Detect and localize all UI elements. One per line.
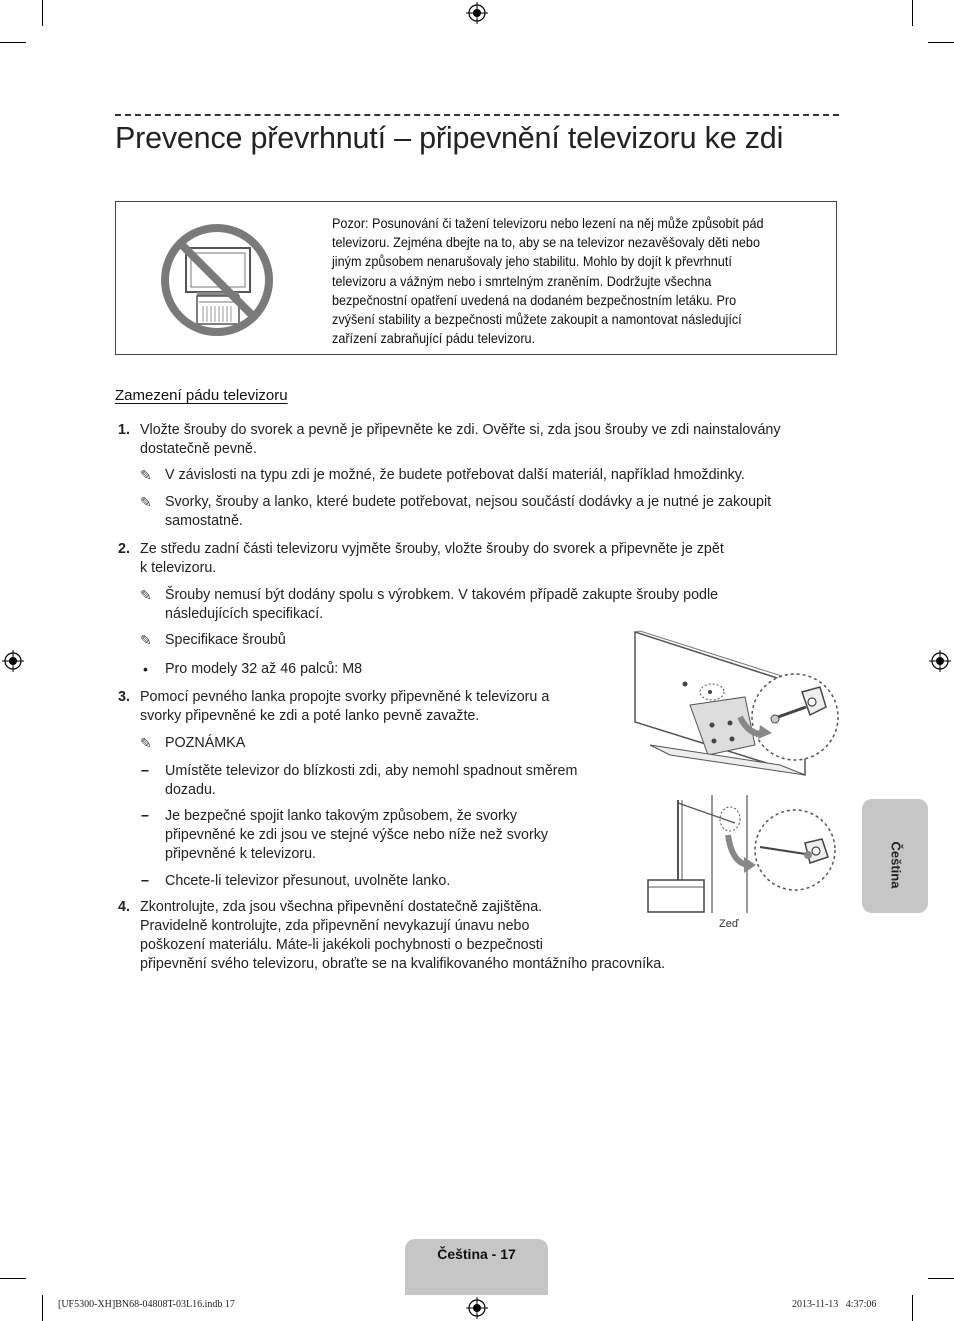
step-line: k televizoru.	[140, 560, 217, 576]
dash-line: dozadu.	[165, 782, 216, 798]
dash-line: Umístěte televizor do blízkosti zdi, aby nemohl spadnout směrem	[165, 763, 578, 779]
warning-line: zvýšení stability a bezpečnosti můžete zakoupit a namontovat následující	[332, 312, 742, 328]
warning-line: zařízení zabraňující pádu televizoru.	[332, 331, 536, 347]
dash-marker: –	[141, 873, 149, 889]
step-text	[140, 540, 724, 578]
warning-text	[332, 214, 788, 348]
pencil-note-icon: ✎	[140, 735, 152, 751]
step-number: 4.	[118, 899, 130, 915]
warning-line: jiným způsobem nenarušovaly jeho stabilitu. Mohlo by dojít k převrhnutí	[332, 254, 732, 270]
step-line: svorky připevněné ke zdi a poté lanko pevně zavažte.	[140, 708, 480, 724]
step-line: Pomocí pevného lanka propojte svorky připevněné k televizoru a	[140, 689, 550, 705]
warning-line: Pozor: Posunování či tažení televizoru nebo lezení na něj může způsobit pád	[332, 216, 764, 231]
dash-marker: –	[141, 763, 149, 779]
step-number: 1.	[118, 422, 130, 438]
note-line: následujících specifikací.	[165, 606, 324, 622]
warning-line: bezpečnostní opatření uvedená na dodaném bezpečnostním letáku. Pro	[332, 292, 737, 308]
crop-mark	[0, 42, 26, 43]
pencil-note-icon: ✎	[140, 494, 152, 510]
step-text	[140, 688, 549, 726]
step-line: připevnění svého televizoru, obraťte se na kvalifikovaného montážního pracovníka.	[140, 956, 666, 972]
note-line: Svorky, šrouby a lanko, které budete potřebovat, nejsou součástí dodávky a je nutné je zakoupit	[165, 494, 772, 510]
dash-line: Je bezpečné spojit lanko takovým způsobem, že svorky	[165, 808, 518, 824]
registration-mark-icon	[929, 650, 951, 672]
note-line: Šrouby nemusí být dodány spolu s výrobkem. V takovém případě zakupte šrouby podle	[165, 587, 719, 603]
title-divider	[115, 114, 839, 116]
step-line: Vložte šrouby do svorek a pevně je připevněte ke zdi. Ověřte si, zda jsou šrouby ve zdi nainstalovány	[140, 422, 781, 438]
step-line: Pravidelně kontrolujte, zda připevnění nevykazují únavu nebo	[140, 918, 530, 934]
warning-line: televizoru. Zejména dbejte na to, aby se na televizor nezavěšovaly děti nebo	[332, 235, 760, 251]
crop-mark	[928, 1278, 954, 1279]
dash-line: připevněné k televizoru.	[165, 846, 316, 862]
pencil-note-icon: ✎	[140, 467, 152, 483]
wall-label: Zeď	[719, 918, 739, 930]
dash-text	[165, 807, 548, 864]
note-line: samostatně.	[165, 513, 243, 529]
language-side-tab-label: Čeština	[888, 841, 904, 889]
page-title: Prevence převrhnutí – připevnění televizoru ke zdi	[115, 121, 784, 155]
crop-mark	[928, 42, 954, 43]
tv-back-clamp-illustration	[630, 627, 840, 777]
no-climbing-tv-icon	[159, 222, 275, 338]
pencil-note-icon: ✎	[140, 632, 152, 648]
dash-line: připevněné ke zdi jsou ve stejné výšce nebo níže než svorky	[165, 827, 549, 843]
wall-cable-illustration	[640, 795, 840, 920]
crop-mark	[912, 0, 913, 26]
note-heading: POZNÁMKA	[165, 735, 246, 751]
warning-line: televizoru a vážným nebo i smrtelným zraněním. Dodržujte všechna	[332, 273, 712, 289]
step-number: 2.	[118, 541, 130, 557]
section-heading: Zamezení pádu televizoru	[115, 387, 288, 404]
step-line: Zkontrolujte, zda jsou všechna připevnění dostatečně zajištěna.	[140, 899, 543, 915]
note-line: V závislosti na typu zdi je možné, že budete potřebovat další materiál, například hmoždinky.	[165, 467, 745, 483]
registration-mark-icon	[466, 2, 488, 24]
note-text	[165, 466, 745, 485]
crop-mark	[912, 1295, 913, 1321]
step-number: 3.	[118, 689, 130, 705]
bullet-point: •	[143, 661, 148, 677]
step-line: dostatečně pevně.	[140, 441, 257, 457]
step-text	[140, 421, 781, 459]
crop-mark	[42, 0, 43, 26]
note-text	[165, 493, 771, 531]
pencil-note-icon: ✎	[140, 587, 152, 603]
note-text	[165, 586, 718, 624]
step-line: poškození materiálu. Máte-li jakékoli pochybnosti o bezpečnosti	[140, 937, 543, 953]
bullet-text: Pro modely 32 až 46 palců: M8	[165, 661, 363, 677]
page-number: Čeština - 17	[437, 1246, 516, 1262]
step-line: Ze středu zadní části televizoru vyjměte šrouby, vložte šrouby do svorek a připevněte je zpět	[140, 541, 724, 557]
dash-marker: –	[141, 808, 149, 824]
dash-text	[165, 762, 577, 800]
registration-mark-icon	[466, 1297, 488, 1319]
print-slug-date: 2013-11-13 4:37:06	[792, 1299, 877, 1310]
crop-mark	[42, 1295, 43, 1321]
registration-mark-icon	[2, 650, 24, 672]
dash-text: Chcete-li televizor přesunout, uvolněte lanko.	[165, 873, 451, 889]
print-slug-file: [UF5300-XH]BN68-04808T-03L16.indb 17	[58, 1299, 235, 1310]
crop-mark	[0, 1278, 26, 1279]
step-text	[140, 898, 665, 974]
note-text: Specifikace šroubů	[165, 632, 286, 648]
